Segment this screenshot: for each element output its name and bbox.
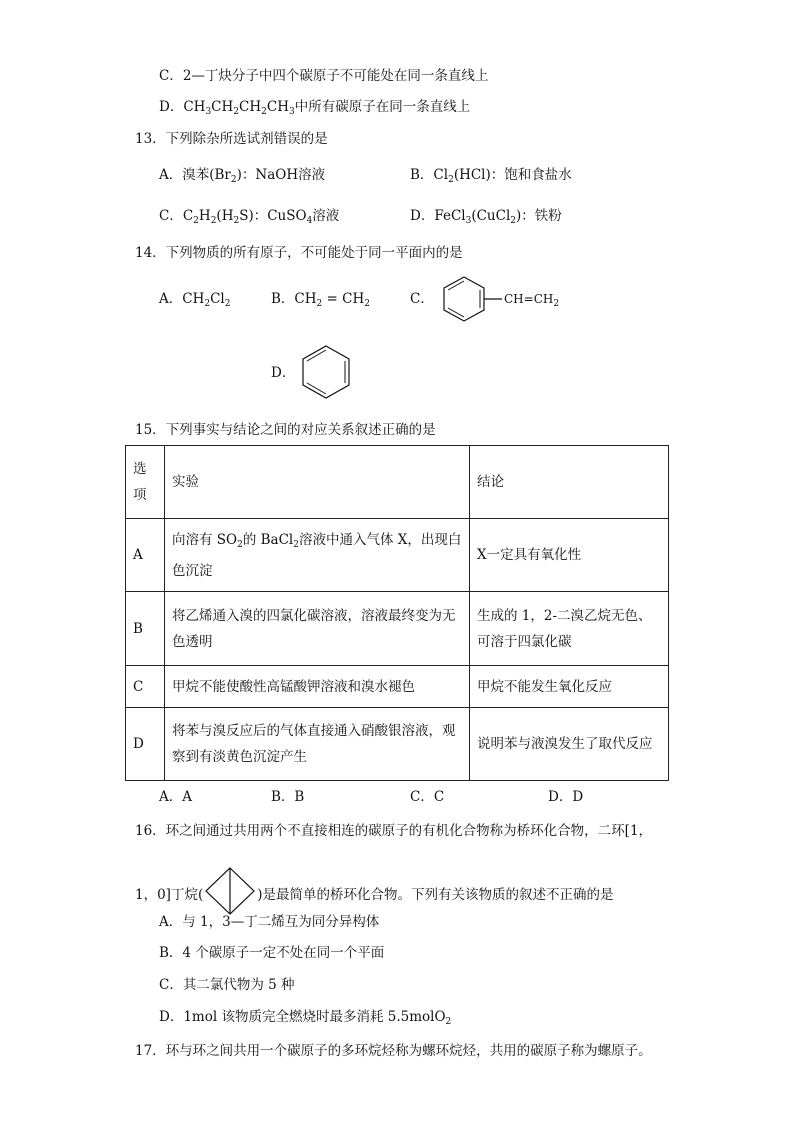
q15-choice-d: D．D: [548, 789, 584, 805]
row-experiment: 将苯与溴反应后的气体直接通入硝酸银溶液，观察到有淡黄色沉淀产生: [165, 708, 470, 781]
bicyclobutane-structure: [203, 866, 257, 916]
row-experiment: 将乙烯通入溴的四氯化碳溶液，溶液最终变为无色透明: [165, 592, 470, 666]
q14-option-b: B．$CH_2 = CH_2$: [271, 291, 370, 309]
q14-option-c-label: C．: [410, 291, 434, 307]
q12-option-c: C．2—丁炔分子中四个碳原子不可能处在同一条直线上: [159, 68, 489, 84]
q14-option-a: A．$CH_2Cl_2$: [159, 291, 231, 309]
vinyl-group-label: $CH=CH_2$: [504, 292, 560, 309]
q16-stem-line2: 1，0]丁烷( )是最简单的桥环化合物。下列有关该物质的叙述不正确的是: [135, 866, 614, 916]
table-header-row: [126, 446, 669, 519]
q15-choice-c: C．C: [410, 789, 445, 805]
header-option: 选项: [126, 446, 165, 519]
row-experiment: 甲烷不能使酸性高锰酸钾溶液和溴水褪色: [165, 666, 470, 708]
table-row: [126, 666, 669, 708]
q13-option-d: D．FeCl$_3$(CuCl$_2$)：铁粉: [410, 208, 562, 226]
table-row: [126, 592, 669, 666]
row-conclusion: X一定具有氧化性: [470, 519, 669, 592]
table-row: [126, 519, 669, 592]
q16-option-a: A．与 1，3—丁二烯互为同分异构体: [159, 914, 380, 930]
q17-stem: 17．环与环之间共用一个碳原子的多环烷烃称为螺环烷烃，共用的碳原子称为螺原子。: [135, 1043, 652, 1059]
header-conclusion: 结论: [470, 446, 669, 519]
q14-option-d-label: D．: [271, 365, 296, 381]
q13-option-b: B．$Cl_2(HCl)$：饱和食盐水: [410, 167, 572, 185]
experiment-table: [125, 445, 669, 781]
row-option: D: [126, 708, 165, 781]
row-experiment: 向溶有 $SO_2$的 BaCl$_2$溶液中通入气体 X，出现白色沉淀: [165, 519, 470, 592]
q13-option-c: C．$C_2H_2(H_2S)$：CuSO$_4$溶液: [159, 208, 340, 226]
benzene-structure: [296, 343, 360, 403]
q13-option-a: A．溴苯$(Br_2)$：NaOH溶液: [159, 167, 326, 185]
q16-option-d: D．1mol 该物质完全燃烧时最多消耗 5.5molO$_2$: [159, 1009, 452, 1027]
row-conclusion: 生成的 1，2-二溴乙烷无色、可溶于四氯化碳: [470, 592, 669, 666]
row-conclusion: 甲烷不能发生氧化反应: [470, 666, 669, 708]
q16-option-c: C．其二氯代物为 5 种: [159, 977, 295, 993]
row-option: C: [126, 666, 165, 708]
row-conclusion: 说明苯与液溴发生了取代反应: [470, 708, 669, 781]
q15-stem: 15．下列事实与结论之间的对应关系叙述正确的是: [135, 422, 436, 438]
header-experiment: 实验: [165, 446, 470, 519]
table-row: [126, 708, 669, 781]
row-option: B: [126, 592, 165, 666]
q16-stem-line1: 16．环之间通过共用两个不直接相连的碳原子的有机化合物称为桥环化合物，二环[1，: [135, 823, 653, 839]
q15-choice-b: B．B: [271, 789, 305, 805]
q13-stem: 13．下列除杂所选试剂错误的是: [135, 131, 328, 147]
q16-option-b: B．4 个碳原子一定不处在同一个平面: [159, 945, 385, 961]
row-option: A: [126, 519, 165, 592]
q14-stem: 14．下列物质的所有原子，不可能处于同一平面内的是: [135, 245, 463, 261]
q15-choice-a: A．A: [159, 789, 192, 805]
q12-option-d: D．$CH_3CH_2CH_2CH_3$中所有碳原子在同一条直线上: [159, 99, 471, 117]
